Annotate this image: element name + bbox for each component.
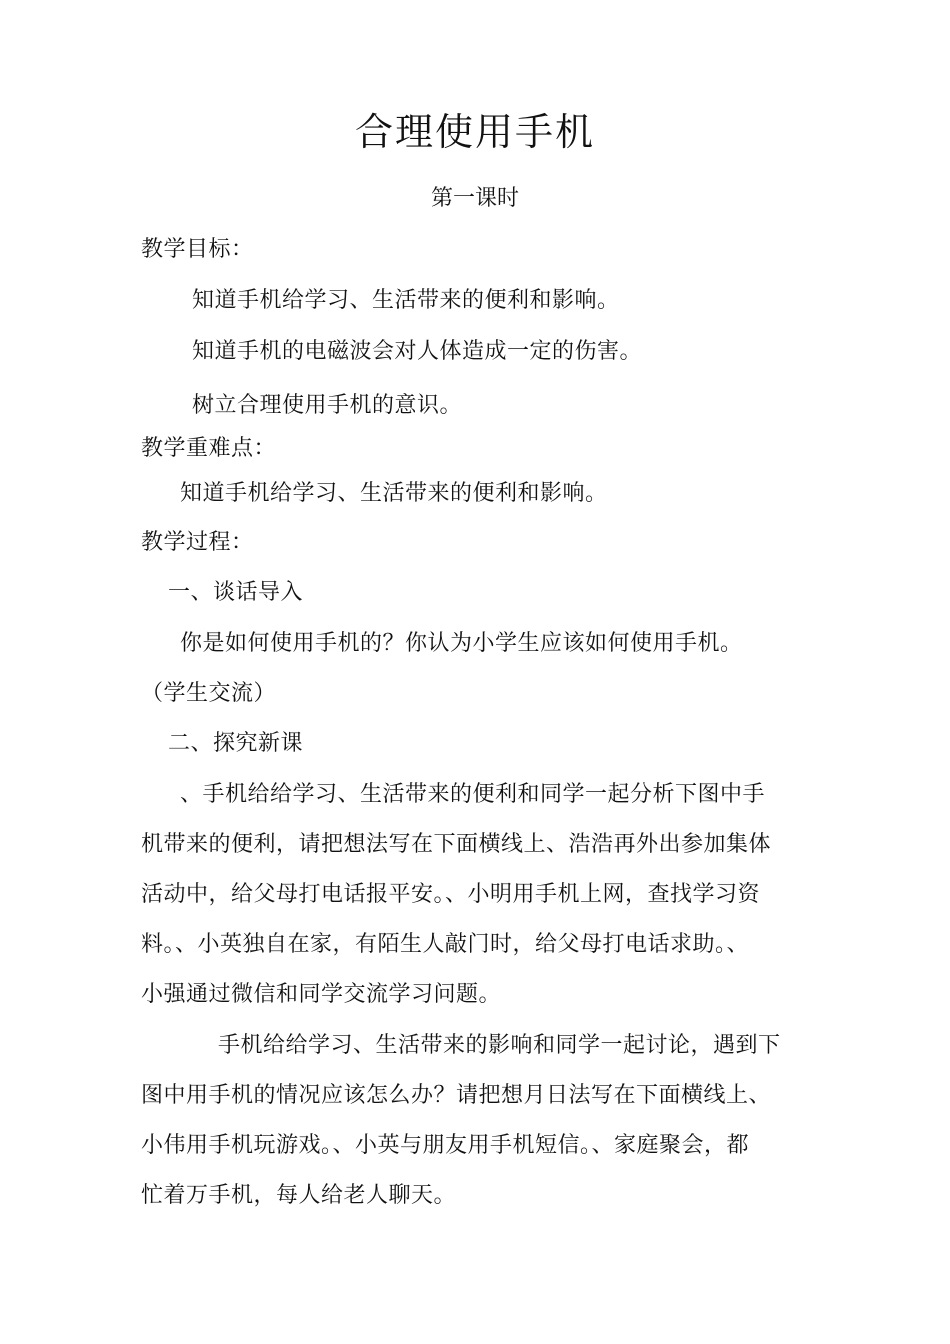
- goal-item: 知道手机的电磁波会对人体造成一定的伤害。: [192, 339, 643, 364]
- paragraph-line: 忙着万手机，每人给老人聊天。: [141, 1183, 457, 1208]
- paragraph-line: 手机给给学习、生活带来的影响和同学一起讨论，遇到下: [218, 1033, 781, 1058]
- paragraph-line: 小伟用手机玩游戏。、小英与朋友用手机短信。、家庭聚会，都: [141, 1133, 750, 1158]
- paragraph-line: 活动中，给父母打电话报平安。、小明用手机上网，查找学习资: [141, 882, 761, 907]
- section-heading: 二、探究新课: [168, 731, 304, 756]
- document-title: 合理使用手机: [354, 110, 595, 154]
- section-heading: 一、谈话导入: [168, 580, 304, 605]
- paragraph-line: 机带来的便利，请把想法写在下面横线上、浩浩再外出参加集体: [141, 832, 772, 857]
- paragraph-line: 图中用手机的情况应该怎么办？请把想月日法写在下面横线上、: [141, 1083, 772, 1108]
- goal-item: 知道手机给学习、生活带来的便利和影响。: [192, 288, 620, 313]
- paragraph-line: 料。、小英独自在家，有陌生人敲门时，给父母打电话求助。、: [141, 932, 750, 957]
- key-point-text: 知道手机给学习、生活带来的便利和影响。: [180, 481, 608, 506]
- section-text: 你是如何使用手机的？你认为小学生应该如何使用手机。: [180, 631, 743, 656]
- key-points-heading: 教学重难点：: [141, 436, 277, 461]
- section-text: （学生交流）: [141, 681, 277, 706]
- goal-item: 树立合理使用手机的意识。: [192, 393, 463, 418]
- paragraph-line: 、手机给给学习、生活带来的便利和同学一起分析下图中手: [180, 782, 766, 807]
- process-heading: 教学过程：: [141, 530, 254, 555]
- paragraph-line: 小强通过微信和同学交流学习问题。: [141, 982, 502, 1007]
- document-subtitle: 第一课时: [430, 186, 519, 211]
- goals-heading: 教学目标：: [141, 237, 254, 262]
